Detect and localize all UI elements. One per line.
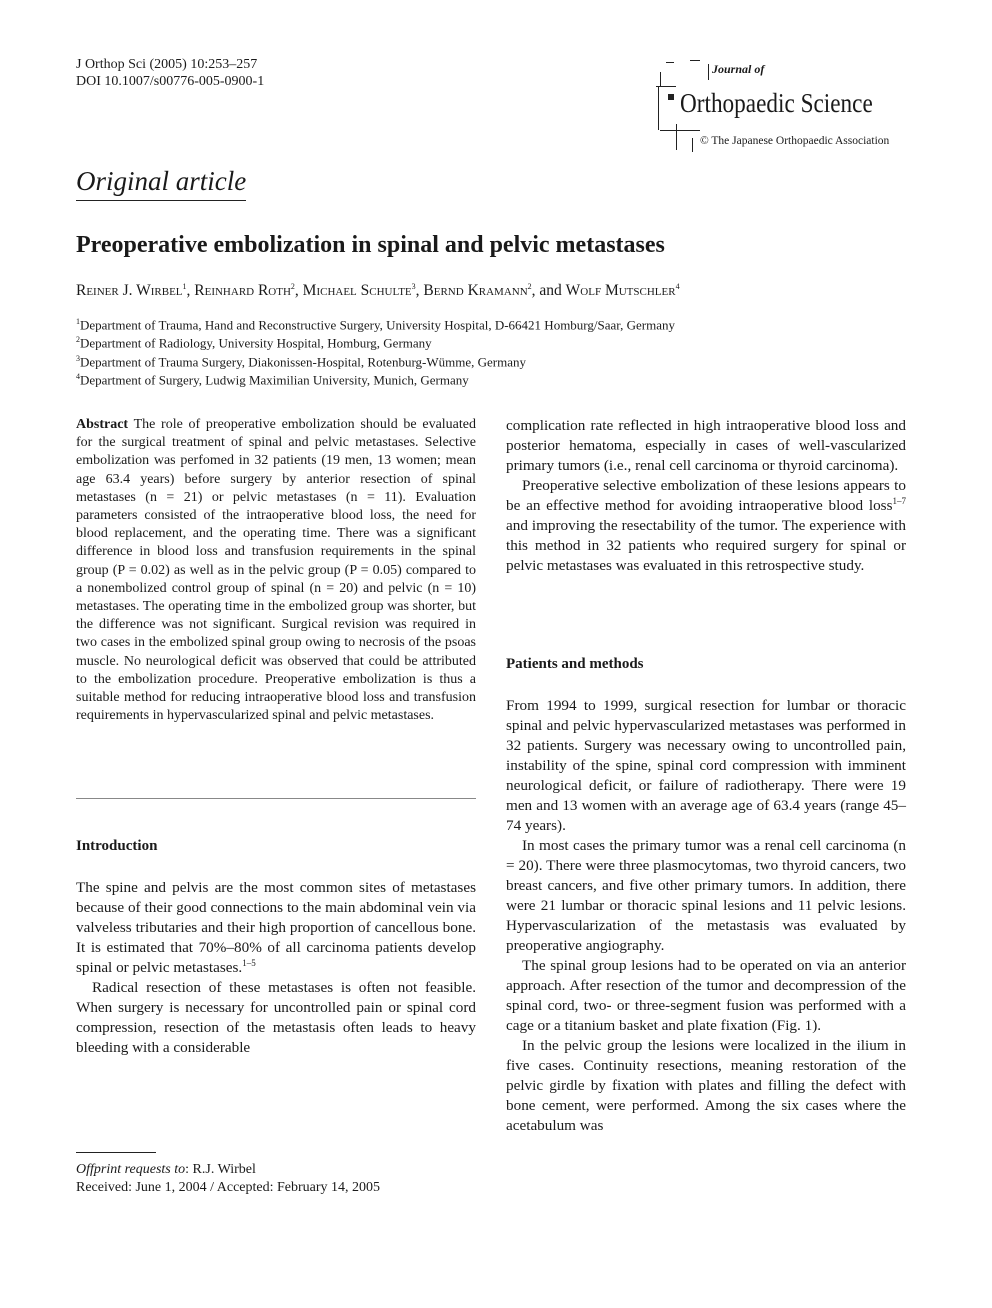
author-name: Reiner J. Wirbel: [76, 282, 183, 300]
affiliation-item: [76, 369, 675, 387]
paragraph: From 1994 to 1999, surgical resection for lumbar or thoracic spinal and pelvic hypervascularized metastases was performed in 32 patients. Surgery was necessary owing to uncontrolled pain, instability of the spine, spinal cord compression with imminent neurological deficit, or failure of radiotherapy. There were 19 men and 13 women with an average age of 63.4 years (range 45–74 years).: [506, 697, 906, 834]
introduction-heading: Introduction: [76, 838, 158, 854]
affiliation-text: Department of Trauma Surgery, Diakonissen-Hospital, Rotenburg-Wümme, Germany: [80, 353, 527, 369]
author-aff: 2: [527, 282, 532, 291]
abstract-label: Abstract: [76, 417, 129, 432]
affiliation-item: [76, 314, 675, 332]
paragraph: In the pelvic group the lesions were localized in the ilium in five cases. Continuity resections, meaning restoration of the pelvic girdle by fixation with plates and filling the defect with bone cement, were performed. Among the six cases where the acetabulum was: [506, 1037, 906, 1134]
logo-journal-of: Journal of: [712, 62, 765, 76]
paragraph: In most cases the primary tumor was a renal cell carcinoma (n = 20). There were three plasmocytomas, two thyroid cancers, two breast cancers, and five other primary tumors. In addition, there were 21 lumbar or thoracic spinal lesions and 11 pelvic lesions. Hypervascularization of the metastasis was evaluated by preoperative angiography.: [506, 837, 906, 954]
paragraph: [76, 878, 476, 978]
offprint-line: [76, 1161, 380, 1179]
author-connector: and: [539, 282, 562, 300]
patients-methods-heading: Patients and methods: [506, 656, 644, 672]
affiliation-text: Department of Trauma, Hand and Reconstructive Surgery, University Hospital, D-66421 Homburg/Saar, Germany: [80, 317, 675, 333]
affiliation-num: 1: [76, 317, 80, 326]
author-list: Reiner J. Wirbel$^1$, Reinhard Roth$^2$, Michael Schulte$^3$, Bernd Kramann$^2$, and Wolf Mutschler$^4$: [76, 282, 680, 300]
citation-block: [76, 56, 264, 90]
affiliation-num: 3: [76, 353, 80, 363]
author-name: Wolf Mutschler: [565, 282, 676, 300]
abstract: [76, 416, 476, 725]
author-aff: 2: [290, 282, 295, 291]
journal-citation: J Orthop Sci (2005) 10:253–257: [76, 57, 258, 72]
paragraph: The spinal group lesions had to be operated on via an anterior approach. After resection of the tumor and decompression of the spinal cord, two- or three-segment fusion was performed with a cage or a titanium basket and plate fixation (Fig. 1).: [506, 957, 906, 1034]
doi: DOI 10.1007/s00776-005-0900-1: [76, 74, 265, 89]
affiliation-text: Department of Radiology, University Hospital, Homburg, Germany: [80, 335, 432, 351]
journal-logo: [646, 56, 916, 156]
affiliation-text: Department of Surgery, Ludwig Maximilian University, Munich, Germany: [80, 372, 469, 388]
author-name: Reinhard Roth: [194, 282, 291, 300]
affiliation-num: 2: [76, 335, 80, 345]
affiliation-item: [76, 332, 675, 350]
patients-methods-body: [506, 696, 906, 1136]
footnote: [76, 1161, 380, 1197]
reference: 1–5: [242, 957, 256, 968]
received-line: Received: June 1, 2004 / Accepted: February 14, 2005: [76, 1180, 381, 1195]
paragraph: [506, 476, 906, 576]
paragraph-text: The spine and pelvis are the most common sites of metastases because of their good connections to the main abdominal vein via valveless tributaries and their high proportion of cancellous bone. It is estimated that 70%–80% of all carcinoma patients develop spinal or pelvic metastases.: [76, 879, 476, 976]
author-aff: 3: [411, 282, 416, 291]
reference: 1–7: [892, 495, 906, 506]
paragraph: complication rate reflected in high intraoperative blood loss and posterior hematoma, especially in cases of well-vascularized primary tumors (i.e., renal cell carcinoma or thyroid carcinoma).: [506, 417, 906, 474]
affiliation-num: 4: [76, 371, 80, 381]
paragraph-text: Preoperative selective embolization of these lesions appears to be an effective method for avoiding intraoperative blood loss: [506, 477, 906, 514]
author-aff: 1: [182, 282, 187, 291]
affiliation-item: [76, 351, 675, 369]
affiliations: [76, 314, 675, 387]
article-type: Original article: [76, 166, 246, 201]
introduction-body: [76, 878, 476, 1058]
right-column-intro: [506, 416, 906, 576]
paragraph: Radical resection of these metastases is often not feasible. When surgery is necessary for uncontrolled pain or spinal cord compression, resection of the metastasis often leads to heavy bleeding with a considerable: [76, 979, 476, 1056]
logo-journal-name: Orthopaedic Science: [680, 88, 873, 118]
author-name: Michael Schulte: [302, 282, 412, 300]
paragraph-text: and improving the resectability of the tumor. The experience with this method in 32 patients who required surgery for spinal or pelvic metastases was evaluated in this retrospective study.: [506, 517, 906, 574]
abstract-text: The role of preoperative embolization should be evaluated for the surgical treatment of spinal and pelvic metastases. Selective embolization was perfomed in 32 patients (19 men, 13 women; mean age 63.4 years) before surgery by anterior resection of spinal metastases (n = 21) or pelvic metastases (n = 11). Evaluation parameters consisted of the intraoperative blood loss, the need for blood replacement, and the operating time. There was a significant difference in blood loss and transfusion requirements in the spinal group (P = 0.02) as well as in the pelvic group (P = 0.05) compared to a nonembolized control group of spinal (n = 20) and pelvic (n = 10) metastases. The operating time in the embolized group was shorter, but the difference was not significant. Surgical revision was required in two cases in the embolized spinal group owing to necrosis of the psoas muscle. No neurological deficit was observed that could be attributed to the embolization procedure. Preoperative embolization is thus a suitable method for reducing intraoperative blood loss and transfusion requirements in hypervascularized spinal and pelvic metastases.: [76, 417, 476, 724]
offprint-label: Offprint requests to: [76, 1162, 186, 1177]
offprint-name: : R.J. Wirbel: [185, 1162, 256, 1177]
abstract-divider: [76, 798, 476, 799]
author-aff: 4: [675, 282, 680, 291]
article-title: Preoperative embolization in spinal and pelvic metastases: [76, 232, 665, 258]
logo-association: © The Japanese Orthopaedic Association: [700, 135, 890, 147]
author-name: Bernd Kramann: [423, 282, 528, 300]
footnote-rule: [76, 1152, 156, 1153]
